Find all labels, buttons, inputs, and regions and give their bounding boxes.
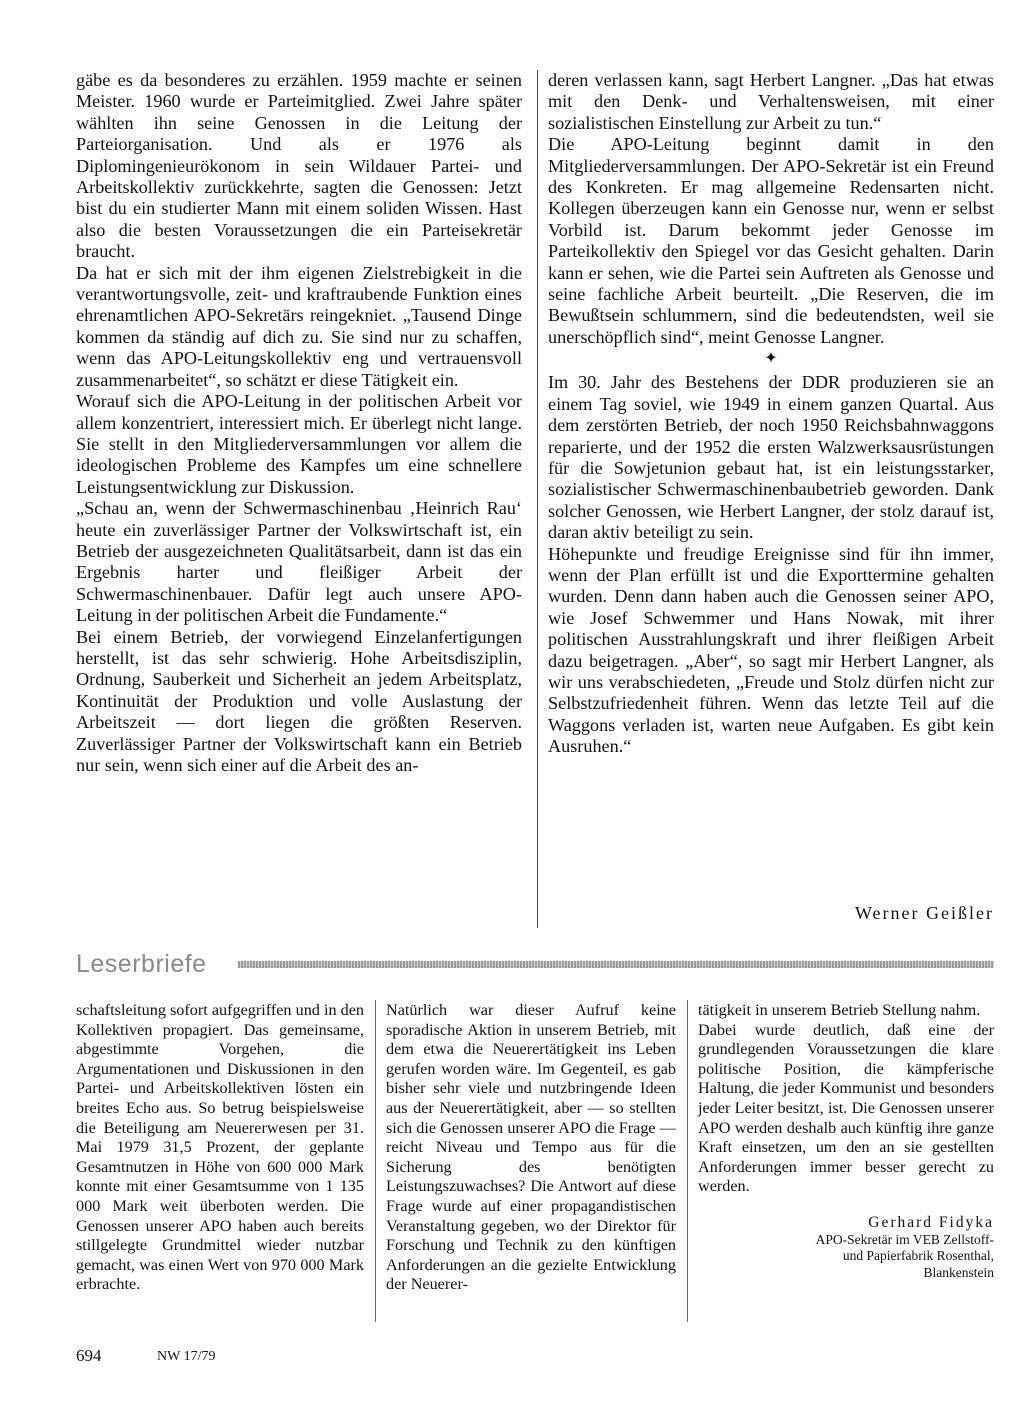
page-number: 694 xyxy=(76,1346,102,1365)
letter-signature-role: und Papierfabrik Rosenthal, xyxy=(842,1248,994,1264)
column-divider xyxy=(375,1000,376,1322)
column-divider xyxy=(537,70,538,928)
letter-paragraph: tätigkeit in unserem Betrieb Stellung nahm. xyxy=(698,1001,981,1019)
letter-signature-role: Blankenstein xyxy=(923,1264,994,1280)
article-paragraph: Die APO-Leitung beginnt damit in den Mitgliederversammlungen. Der APO-Sekretär ist ein Freund des Konkreten. Er mag allgemeine Redensarten nicht. Kollegen überzeugen kann ein Genosse nur, wenn er selbst Vorbild ist. Darum bekommt jeder Genosse im Parteikollektiv den Spiegel vor das Gesicht gehalten. Darin kann er sehen, wie die Partei sein Auftreten als Genosse und seine fachliche Arbeit beurteilt. „Die Reserven, die im Bewußtsein schlummern, sind die bedeutendsten, weil sie unerschöpflich sind“, meint Genosse Langner. xyxy=(548,134,994,347)
article-paragraph: Höhepunkte und freudige Ereignisse sind für ihn immer, wenn der Plan erfüllt ist und die Exporttermine gehalten wurden. Denn dann haben auch die Genossen seiner APO, wie Josef Schwemmer und Hans Nowak, mit ihrer politischen Ausstrahlungskraft und ihrer fleißigen Arbeit dazu beigetragen. „Aber“, so sagt mir Herbert Langner, als wir uns verabschiedeten, „Freude und Stolz dürfen nicht zur Selbstzufriedenheit führen. Wenn das letzte Teil auf die Waggons verladen ist, warten neue Aufgaben. Es gibt kein Ausruhen.“ xyxy=(548,543,994,757)
article-paragraph: Worauf sich die APO-Leitung in der politischen Arbeit vor allem konzentriert, interessiert mich. Er überlegt nicht lange. Sie stellt in den Mitgliederversammlungen vor allem die ideologischen Probleme des Kampfes um eine schnellere Leistungsentwicklung zur Diskussion. xyxy=(76,391,522,497)
letters-column-3 xyxy=(698,1001,994,1281)
letter-paragraph: Dabei wurde deutlich, daß eine der grundlegenden Voraussetzungen die klare politische Position, die kämpferische Haltung, die jeder Kommunist und besonders jeder Leiter besitzt, ist. Die Genossen unserer APO werden deshalb auch künftig ihre ganze Kraft einsetzen, um den an sie gestellten Anforderungen immer besser gerecht zu werden. xyxy=(698,1020,994,1196)
letter-signature-name: Gerhard Fidyka xyxy=(868,1213,994,1231)
letters-column-2 xyxy=(386,1001,676,1295)
article-paragraph: gäbe es da besonderes zu erzählen. 1959 machte er seinen Meister. 1960 wurde er Parteimitglied. Zwei Jahre später wählten ihn seine Genossen in die Leitung der Parteiorganisation. Und als er 1976 als Diplomingenieurökonom in sein Wildauer Partei- und Arbeitskollektiv zurückkehrte, sagten die Genossen: Jetzt bist du ein studierter Mann mit einem soliden Wissen. Hast also die besten Voraussetzungen die ein Parteisekretär braucht. xyxy=(76,70,522,262)
letters-column-1 xyxy=(76,1001,364,1295)
section-separator-icon: ✦ xyxy=(764,350,778,368)
article-paragraph: „Schau an, wenn der Schwermaschinenbau ‚Heinrich Rau‘ heute ein zuverlässiger Partner der Volkswirtschaft ist, ein Betrieb der ausgezeichneten Qualitätsarbeit, dann ist das ein Ergebnis harter und fleißiger Arbeit der Schwermaschinenbauer. Dafür legt auch unsere APO-Leitung in der politischen Arbeit die Fundamente.“ xyxy=(76,498,522,626)
column-divider xyxy=(687,1000,688,1322)
section-title: Leserbriefe xyxy=(76,950,207,978)
article-paragraph: Bei einem Betrieb, der vorwiegend Einzelanfertigungen herstellt, ist das sehr schwierig. Hohe Arbeitsdisziplin, Ordnung, Sauberkeit und Sicherheit an jedem Arbeitsplatz, Kontinuität der Produktion und volle Auslastung der Arbeitszeit — dort liegen die größten Reserven. Zuverlässiger Partner der Volkswirtschaft kann ein Betrieb nur sein, wenn sich einer auf die Arbeit des an- xyxy=(76,626,522,775)
article-right-column xyxy=(548,70,994,758)
article-paragraph: Da hat er sich mit der ihm eigenen Zielstrebigkeit in die verantwortungsvolle, zeit- und kraftraubende Funktion eines ehrenamtlichen APO-Sekretärs reingekniet. „Tausend Dinge kommen da ständig auf dich zu. Sie sind nur zu schaffen, wenn das APO-Leitungskollektiv eng und vertrauensvoll zusammenarbeitet“, so schätzt er diese Tätigkeit ein. xyxy=(76,262,522,390)
letter-paragraph: schaftsleitung sofort aufgegriffen und in den Kollektiven propagiert. Das gemeinsame, abgestimmte Vorgehen, die Argumentationen und Diskussionen in den Partei- und Arbeitskollektiven lösten ein breites Echo aus. So betrug beispielsweise die Beteiligung am Neuererwesen per 31. Mai 1979 31,5 Prozent, der geplante Gesamtnutzen in Höhe von 600 000 Mark konnte mit einer Gesamtsumme von 1 135 000 Mark weit überboten werden. Die Genossen unserer APO haben auch bereits stillgelegte Grundmittel wieder nutzbar gemacht, was einen Wert von 970 000 Mark erbrachte. xyxy=(76,1001,364,1294)
letter-paragraph: Natürlich war dieser Aufruf keine sporadische Aktion in unserem Betrieb, mit dem etwa die Neuerertätigkeit ins Leben gerufen worden wäre. Im Gegenteil, es gab bisher sehr viele und nutzbringende Ideen aus der Neuerertätigkeit, aber — so stellten sich die Genossen unserer APO die Frage — reicht Niveau und Tempo aus für die Sicherung des benötigten Leistungszuwachses? Die Antwort auf diese Frage wurde auf einer propagandistischen Veranstaltung gegeben, wo der Direktor für Forschung und Technik zu den künftigen Anforderungen an die gezielte Entwicklung der Neuerer- xyxy=(386,1001,676,1294)
section-header-rule xyxy=(238,961,994,968)
issue-label: NW 17/79 xyxy=(157,1349,216,1364)
letter-signature-role: APO-Sekretär im VEB Zellstoff- xyxy=(815,1231,994,1247)
article-author: Werner Geißler xyxy=(855,903,994,923)
article-paragraph: deren verlassen kann, sagt Herbert Langner. „Das hat etwas mit den Denk- und Verhaltensweisen, mit einer sozialistischen Einstellung zur Arbeit zu tun.“ xyxy=(548,70,994,133)
article-left-column xyxy=(76,70,522,776)
article-paragraph: Im 30. Jahr des Bestehens der DDR produzieren sie an einem Tag soviel, wie 1949 in einem ganzen Quartal. Aus dem zerstörten Betrieb, der noch 1950 Reichsbahnwaggons reparierte, und der 1952 die ersten Walzwerksausrüstungen für die Sowjetunion gebaut hat, ist ein leistungsstarker, sozialistischer Schwermaschinenbaubetrieb geworden. Dank solcher Genossen, wie Herbert Langner, der stolz darauf ist, daran aktiv beteiligt zu sein. xyxy=(548,372,994,543)
